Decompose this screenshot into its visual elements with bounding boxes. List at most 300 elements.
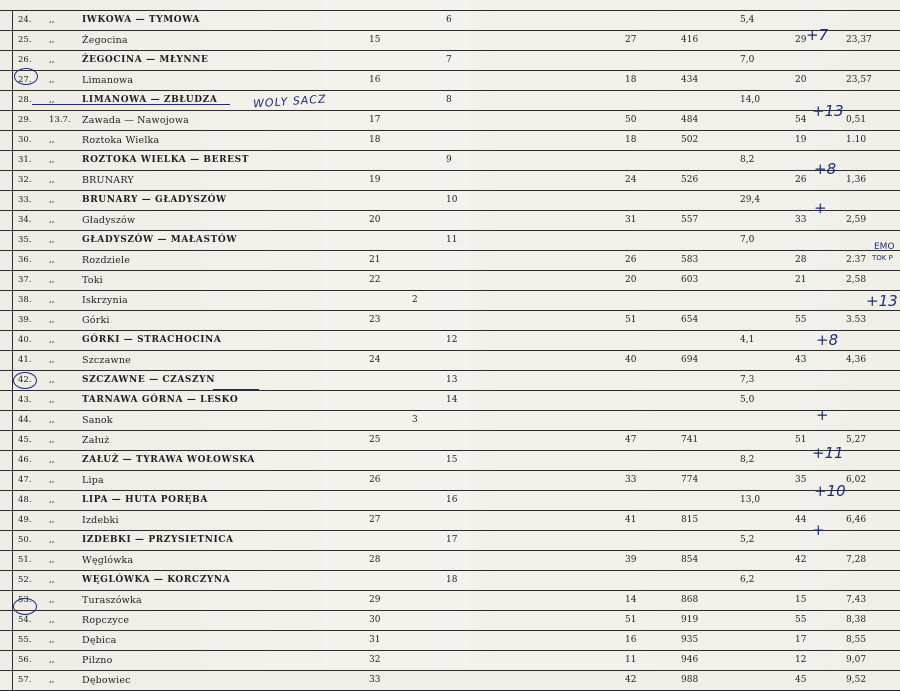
cell-dit: ,, xyxy=(49,195,55,205)
cell-lv: 20 xyxy=(795,75,807,85)
cell-num: 54. xyxy=(18,615,32,625)
cell-segno: 11 xyxy=(446,235,458,245)
handwritten-plus-29: +13 xyxy=(812,102,844,120)
row-left-rule xyxy=(12,211,13,230)
cell-dit: ,, xyxy=(49,155,55,165)
cell-cum: 854 xyxy=(681,555,699,565)
cell-dit: ,, xyxy=(49,235,55,245)
cell-dit: ,, xyxy=(49,375,55,385)
cell-dist: 8,2 xyxy=(740,455,755,465)
cell-num: 37. xyxy=(18,275,32,285)
row-left-rule xyxy=(12,91,13,110)
cell-place: Dębica xyxy=(82,635,117,646)
cell-part: 16 xyxy=(625,635,637,645)
cell-lv: 15 xyxy=(795,595,807,605)
cell-dit: ,, xyxy=(49,355,55,365)
cell-dit: ,, xyxy=(49,295,55,305)
cell-num: 39. xyxy=(18,315,32,325)
cell-dist: 29,4 xyxy=(740,195,761,205)
cell-place: Węglówka xyxy=(82,555,134,566)
cell-cum: 919 xyxy=(681,615,699,625)
row-left-rule xyxy=(12,411,13,430)
cell-rest: 3 xyxy=(412,415,418,425)
cell-dist: 13,0 xyxy=(740,495,761,505)
cell-segno: 7 xyxy=(446,55,452,65)
cell-lv: 19 xyxy=(795,135,807,145)
table-row xyxy=(0,470,900,490)
cell-num: 56. xyxy=(18,655,32,665)
cell-place: BRUNARY xyxy=(82,175,134,186)
cell-lv: 17 xyxy=(795,635,807,645)
cell-dit: ,, xyxy=(49,615,55,625)
cell-part: 20 xyxy=(625,275,637,285)
underline-stroke-28 xyxy=(32,104,230,105)
cell-cum: 484 xyxy=(681,115,699,125)
handwritten-plus-34: + xyxy=(814,199,827,217)
cell-segno: 14 xyxy=(446,395,458,405)
cell-part: 40 xyxy=(625,355,637,365)
cell-place: Dębowiec xyxy=(82,675,131,686)
cell-dit: 13.7. xyxy=(49,115,71,125)
cell-stage: 31 xyxy=(369,635,381,645)
row-left-rule xyxy=(12,651,13,670)
cell-place: GŁADYSZÓW — MAŁASTÓW xyxy=(82,235,238,245)
cell-num: 47. xyxy=(18,475,32,485)
handwritten-margin-note-37: TOK P xyxy=(872,254,893,262)
table-row xyxy=(0,570,900,590)
cell-dist: 5,0 xyxy=(740,395,755,405)
cell-dit: ,, xyxy=(49,595,55,605)
cell-dist: 7,0 xyxy=(740,55,755,65)
table-row xyxy=(0,350,900,370)
cell-place: ROZTOKA WIELKA — BEREST xyxy=(82,155,250,165)
cell-num: 55. xyxy=(18,635,32,645)
cell-place: Rozdziele xyxy=(82,255,131,266)
handwritten-margin-note-36: EMO xyxy=(874,242,895,252)
table-row xyxy=(0,410,900,430)
cell-num: 50. xyxy=(18,535,32,545)
table-row xyxy=(0,450,900,470)
cell-pace: 4,36 xyxy=(846,355,867,365)
cell-dit: ,, xyxy=(49,255,55,265)
cell-lv: 35 xyxy=(795,475,807,485)
row-left-rule xyxy=(12,51,13,70)
cell-segno: 12 xyxy=(446,335,458,345)
row-left-rule xyxy=(12,571,13,590)
cell-dit: ,, xyxy=(49,455,55,465)
cell-num: 31. xyxy=(18,155,32,165)
cell-cum: 774 xyxy=(681,475,699,485)
cell-pace: 2,58 xyxy=(846,275,867,285)
cell-part: 27 xyxy=(625,35,637,45)
cell-dist: 5,2 xyxy=(740,535,755,545)
cell-part: 14 xyxy=(625,595,637,605)
cell-stage: 26 xyxy=(369,475,381,485)
row-left-rule xyxy=(12,271,13,290)
cell-place: ŻEGOCINA — MŁYNNE xyxy=(82,55,209,65)
cell-dit: ,, xyxy=(49,275,55,285)
cell-num: 27. xyxy=(18,75,32,85)
cell-cum: 935 xyxy=(681,635,699,645)
cell-stage: 23 xyxy=(369,315,381,325)
cell-place: IZDEBKI — PRZYSIETNICA xyxy=(82,535,234,545)
cell-pace: 9,52 xyxy=(846,675,867,685)
cell-num: 28. xyxy=(18,95,32,105)
cell-lv: 55 xyxy=(795,615,807,625)
cell-place: Zawada — Nawojowa xyxy=(82,115,190,126)
cell-dit: ,, xyxy=(49,515,55,525)
cell-lv: 51 xyxy=(795,435,807,445)
handwritten-plus-51: + xyxy=(812,521,825,539)
cell-place: Lipa xyxy=(82,475,104,486)
cell-dit: ,, xyxy=(49,555,55,565)
cell-dit: ,, xyxy=(49,535,55,545)
cell-num: 42. xyxy=(18,375,32,385)
table-row xyxy=(0,130,900,150)
table-row xyxy=(0,370,900,390)
cell-segno: 15 xyxy=(446,455,458,465)
cell-stage: 19 xyxy=(369,175,381,185)
cell-place: Limanowa xyxy=(82,75,134,86)
cell-num: 43. xyxy=(18,395,32,405)
cell-num: 35. xyxy=(18,235,32,245)
row-left-rule xyxy=(12,131,13,150)
table-row xyxy=(0,650,900,670)
cell-stage: 25 xyxy=(369,435,381,445)
cell-place: Gładyszów xyxy=(82,215,136,226)
cell-place: Górki xyxy=(82,315,110,326)
cell-pace: 1,36 xyxy=(846,175,867,185)
cell-place: Pilzno xyxy=(82,655,113,666)
cell-dist: 8,2 xyxy=(740,155,755,165)
table-row xyxy=(0,670,900,691)
cell-dit: ,, xyxy=(49,675,55,685)
handwritten-plus-41: +8 xyxy=(816,331,839,349)
table-row xyxy=(0,590,900,610)
cell-num: 38. xyxy=(18,295,32,305)
cell-place: Iskrzynia xyxy=(82,295,128,306)
cell-cum: 583 xyxy=(681,255,699,265)
cell-pace: 5,27 xyxy=(846,435,867,445)
table-row xyxy=(0,270,900,290)
cell-part: 26 xyxy=(625,255,637,265)
cell-num: 25. xyxy=(18,35,32,45)
table-row xyxy=(0,170,900,190)
cell-segno: 8 xyxy=(446,95,452,105)
cell-num: 40. xyxy=(18,335,32,345)
table-row xyxy=(0,90,900,110)
table-row xyxy=(0,510,900,530)
cell-lv: 43 xyxy=(795,355,807,365)
cell-place: GÓRKI — STRACHOCINA xyxy=(82,335,222,345)
cell-place: LIPA — HUTA PORĘBA xyxy=(82,495,208,505)
cell-num: 46. xyxy=(18,455,32,465)
cell-segno: 18 xyxy=(446,575,458,585)
table-row xyxy=(0,110,900,130)
table-row xyxy=(0,490,900,510)
cell-stage: 27 xyxy=(369,515,381,525)
cell-pace: 23,57 xyxy=(846,75,872,85)
handwritten-plus-32: +8 xyxy=(814,160,837,178)
table-row xyxy=(0,290,900,310)
cell-segno: 17 xyxy=(446,535,458,545)
cell-segno: 10 xyxy=(446,195,458,205)
cell-dit: ,, xyxy=(49,655,55,665)
cell-lv: 55 xyxy=(795,315,807,325)
cell-dit: ,, xyxy=(49,415,55,425)
table-row xyxy=(0,250,900,270)
cell-pace: 1.10 xyxy=(846,135,867,145)
cell-dist: 14,0 xyxy=(740,95,761,105)
cell-pace: 9,07 xyxy=(846,655,867,665)
cell-num: 29. xyxy=(18,115,32,125)
table-row xyxy=(0,390,900,410)
cell-cum: 502 xyxy=(681,135,699,145)
row-left-rule xyxy=(12,291,13,310)
cell-place: BRUNARY — GŁADYSZÓW xyxy=(82,195,227,205)
cell-dit: ,, xyxy=(49,35,55,45)
cell-pace: 6,46 xyxy=(846,515,867,525)
cell-num: 34. xyxy=(18,215,32,225)
cell-cum: 741 xyxy=(681,435,699,445)
cell-part: 18 xyxy=(625,75,637,85)
cell-num: 44. xyxy=(18,415,32,425)
cell-stage: 21 xyxy=(369,255,381,265)
cell-dit: ,, xyxy=(49,95,55,105)
cell-cum: 946 xyxy=(681,655,699,665)
table-row xyxy=(0,210,900,230)
row-left-rule xyxy=(12,431,13,450)
cell-pace: 23,37 xyxy=(846,35,872,45)
row-left-rule xyxy=(12,31,13,50)
circle-mark-55 xyxy=(13,598,37,615)
cell-dist: 7,0 xyxy=(740,235,755,245)
cell-dit: ,, xyxy=(49,395,55,405)
cell-place: IWKOWA — TYMOWA xyxy=(82,15,200,25)
cell-lv: 33 xyxy=(795,215,807,225)
cell-stage: 20 xyxy=(369,215,381,225)
table-row xyxy=(0,50,900,70)
cell-num: 41. xyxy=(18,355,32,365)
row-left-rule xyxy=(12,491,13,510)
cell-dit: ,, xyxy=(49,55,55,65)
cell-lv: 44 xyxy=(795,515,807,525)
underline-stroke-43 xyxy=(213,389,259,390)
row-left-rule xyxy=(12,531,13,550)
cell-pace: 2.37 xyxy=(846,255,867,265)
row-left-rule xyxy=(12,171,13,190)
handwritten-plus-25: +7 xyxy=(806,26,829,44)
cell-place: Roztoka Wielka xyxy=(82,135,160,146)
cell-cum: 526 xyxy=(681,175,699,185)
row-left-rule xyxy=(12,551,13,570)
cell-dit: ,, xyxy=(49,495,55,505)
table-row xyxy=(0,10,900,30)
cell-place: SZCZAWNE — CZASZYN xyxy=(82,375,216,385)
cell-dit: ,, xyxy=(49,335,55,345)
cell-num: 45. xyxy=(18,435,32,445)
cell-num: 32. xyxy=(18,175,32,185)
cell-stage: 17 xyxy=(369,115,381,125)
cell-pace: 3.53 xyxy=(846,315,867,325)
cell-cum: 603 xyxy=(681,275,699,285)
cell-lv: 21 xyxy=(795,275,807,285)
row-left-rule xyxy=(12,391,13,410)
cell-place: Ropczyce xyxy=(82,615,130,626)
cell-place: Szczawne xyxy=(82,355,131,366)
cell-part: 41 xyxy=(625,515,637,525)
cell-place: Sanok xyxy=(82,415,113,426)
cell-cum: 654 xyxy=(681,315,699,325)
table-row xyxy=(0,30,900,50)
cell-stage: 24 xyxy=(369,355,381,365)
cell-segno: 6 xyxy=(446,15,452,25)
cell-segno: 13 xyxy=(446,375,458,385)
cell-num: 48. xyxy=(18,495,32,505)
cell-place: WĘGLÓWKA — KORCZYNA xyxy=(82,575,231,585)
cell-place: Turaszówka xyxy=(82,595,142,606)
cell-dit: ,, xyxy=(49,635,55,645)
cell-dit: ,, xyxy=(49,475,55,485)
cell-stage: 32 xyxy=(369,655,381,665)
handwritten-plus-47: +11 xyxy=(812,444,844,462)
table-row xyxy=(0,310,900,330)
cell-pace: 0,51 xyxy=(846,115,867,125)
cell-segno: 9 xyxy=(446,155,452,165)
cell-dist: 4,1 xyxy=(740,335,755,345)
row-left-rule xyxy=(12,191,13,210)
cell-lv: 45 xyxy=(795,675,807,685)
cell-num: 51. xyxy=(18,555,32,565)
cell-place: TARNAWA GÓRNA — LESKO xyxy=(82,395,239,405)
cell-lv: 54 xyxy=(795,115,807,125)
cell-dist: 6,2 xyxy=(740,575,755,585)
cell-part: 33 xyxy=(625,475,637,485)
row-left-rule xyxy=(12,71,13,90)
cell-stage: 29 xyxy=(369,595,381,605)
cell-place: LIMANOWA — ZBŁUDZA xyxy=(82,95,218,105)
row-left-rule xyxy=(12,331,13,350)
row-left-rule xyxy=(12,251,13,270)
cell-dit: ,, xyxy=(49,315,55,325)
cell-place: Izdebki xyxy=(82,515,119,526)
cell-part: 51 xyxy=(625,615,637,625)
cell-dit: ,, xyxy=(49,435,55,445)
cell-part: 18 xyxy=(625,135,637,145)
cell-num: 52. xyxy=(18,575,32,585)
table-row xyxy=(0,550,900,570)
cell-segno: 16 xyxy=(446,495,458,505)
cell-num: 24. xyxy=(18,15,32,25)
row-left-rule xyxy=(12,111,13,130)
cell-num: 57. xyxy=(18,675,32,685)
cell-part: 11 xyxy=(625,655,637,665)
cell-pace: 6,02 xyxy=(846,475,867,485)
handwritten-plus-49: +10 xyxy=(814,482,846,500)
cell-lv: 26 xyxy=(795,175,807,185)
row-left-rule xyxy=(12,311,13,330)
table-row xyxy=(0,70,900,90)
cell-part: 24 xyxy=(625,175,637,185)
table-row xyxy=(0,190,900,210)
cell-num: 30. xyxy=(18,135,32,145)
cell-cum: 557 xyxy=(681,215,699,225)
cell-part: 47 xyxy=(625,435,637,445)
cell-pace: 8,55 xyxy=(846,635,867,645)
cell-place: Toki xyxy=(82,275,103,286)
cell-pace: 7,28 xyxy=(846,555,867,565)
row-left-rule xyxy=(12,611,13,630)
cell-lv: 42 xyxy=(795,555,807,565)
table-row xyxy=(0,150,900,170)
row-left-rule xyxy=(12,231,13,250)
handwritten-plus-45: + xyxy=(816,406,829,424)
cell-stage: 15 xyxy=(369,35,381,45)
cell-place: Żegocina xyxy=(82,35,128,46)
row-left-rule xyxy=(12,351,13,370)
cell-num: 26. xyxy=(18,55,32,65)
cell-part: 50 xyxy=(625,115,637,125)
cell-part: 51 xyxy=(625,315,637,325)
cell-place: ZAŁUŻ — TYRAWA WOŁOWSKA xyxy=(82,455,255,465)
table-row xyxy=(0,630,900,650)
cell-pace: 7,43 xyxy=(846,595,867,605)
cell-num: 36. xyxy=(18,255,32,265)
row-left-rule xyxy=(12,151,13,170)
row-left-rule xyxy=(12,511,13,530)
cell-cum: 694 xyxy=(681,355,699,365)
cell-num: 49. xyxy=(18,515,32,525)
cell-dit: ,, xyxy=(49,75,55,85)
cell-dit: ,, xyxy=(49,135,55,145)
cell-num: 33. xyxy=(18,195,32,205)
cell-stage: 28 xyxy=(369,555,381,565)
table-row xyxy=(0,610,900,630)
cell-dit: ,, xyxy=(49,215,55,225)
cell-stage: 33 xyxy=(369,675,381,685)
cell-cum: 815 xyxy=(681,515,699,525)
cell-rest: 2 xyxy=(412,295,418,305)
row-left-rule xyxy=(12,471,13,490)
cell-num: 53. xyxy=(18,595,32,605)
row-left-rule xyxy=(12,451,13,470)
cell-cum: 988 xyxy=(681,675,699,685)
circle-mark-43 xyxy=(13,372,37,389)
cell-pace: 2,59 xyxy=(846,215,867,225)
table-row xyxy=(0,330,900,350)
cell-stage: 16 xyxy=(369,75,381,85)
row-left-rule xyxy=(12,631,13,650)
cell-dist: 7,3 xyxy=(740,375,755,385)
cell-cum: 434 xyxy=(681,75,699,85)
circle-mark-27 xyxy=(14,68,38,85)
cell-lv: 12 xyxy=(795,655,807,665)
handwritten-plus-39: +13 xyxy=(866,292,898,310)
cell-stage: 30 xyxy=(369,615,381,625)
itinerary-table xyxy=(0,10,900,691)
row-left-rule xyxy=(12,671,13,690)
cell-part: 42 xyxy=(625,675,637,685)
cell-dit: ,, xyxy=(49,15,55,25)
handwritten-note-wola: WOLY SACZ xyxy=(252,92,327,111)
cell-pace: 8,38 xyxy=(846,615,867,625)
cell-stage: 18 xyxy=(369,135,381,145)
cell-lv: 29 xyxy=(795,35,807,45)
cell-lv: 28 xyxy=(795,255,807,265)
cell-dit: ,, xyxy=(49,575,55,585)
cell-place: Załuż xyxy=(82,435,110,446)
row-left-rule xyxy=(12,11,13,30)
